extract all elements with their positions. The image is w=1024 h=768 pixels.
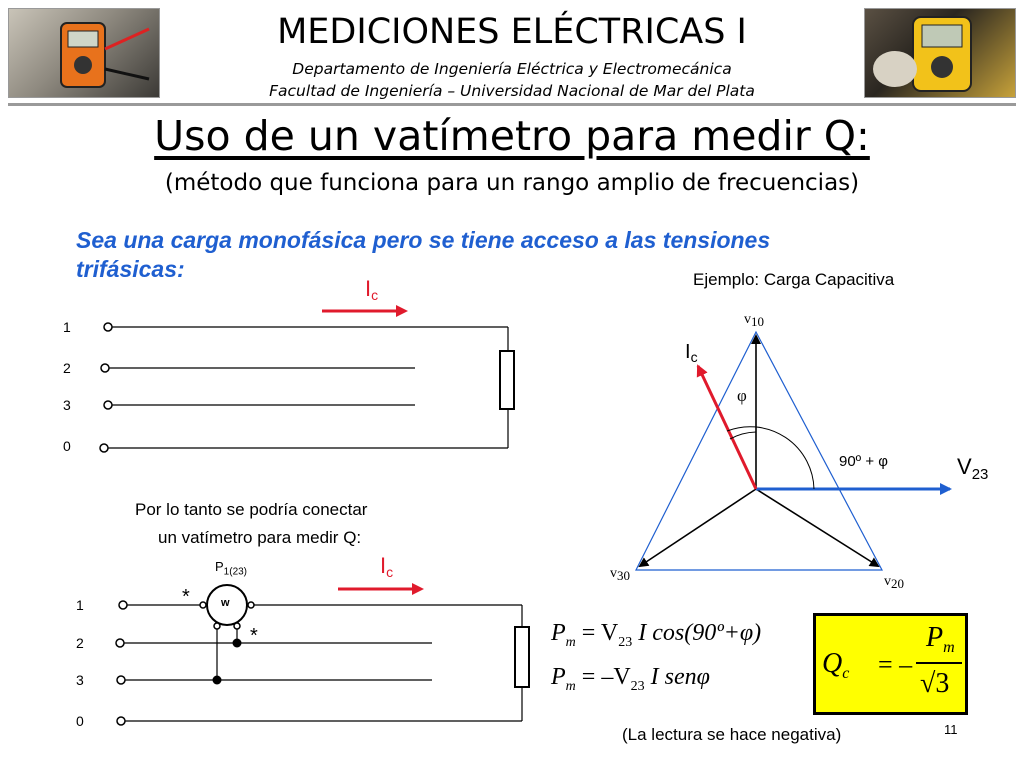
qc-denominator: √3: [920, 668, 950, 699]
top-terminal-0-label: 0: [63, 438, 71, 454]
top-terminal-2-label: 2: [63, 360, 71, 376]
slide-title: Uso de un vatímetro para medir Q:: [154, 112, 870, 160]
current-arrow-head: [412, 583, 424, 595]
phi-label: φ: [737, 386, 747, 405]
v20-label: v20: [884, 574, 904, 591]
qc-lhs: $Q_c$: [822, 648, 850, 682]
terminal-1-node: [119, 601, 127, 609]
voltage-coil-polarity-star: *: [250, 625, 258, 647]
page-number: 11: [944, 722, 958, 737]
department-line: Departamento de Ingeniería Eléctrica y Electromecánica: [292, 60, 732, 78]
current-coil-polarity-star: *: [182, 586, 190, 608]
junction-dot-3: [213, 676, 222, 685]
junction-dot-2: [233, 639, 242, 648]
wattmeter-voltage-terminal-b: [234, 623, 240, 629]
bottom-current-label: $I_c$: [380, 553, 394, 580]
v10-label: v10: [744, 312, 764, 329]
load-resistor: [515, 627, 529, 687]
qc-equals: = –: [878, 650, 913, 679]
wattmeter-current-out: [248, 602, 254, 608]
qc-fraction-bar: [916, 662, 962, 664]
ic-phasor-label: $I_c$: [685, 341, 698, 365]
formula-pm-sen: $P_m = -V_{23}$ I senφ: [551, 664, 710, 694]
intro-line-2: trifásicas:: [76, 256, 185, 282]
phi-arc: [730, 432, 756, 439]
bottom-terminal-1-label: 1: [76, 597, 84, 613]
wattmeter-label: $P_{1(23)}$: [215, 559, 248, 578]
top-terminal-1-label: 1: [63, 319, 71, 335]
note-negative-reading: (La lectura se hace negativa): [622, 725, 842, 744]
bottom-terminal-3-label: 3: [76, 672, 84, 688]
bottom-terminal-0-label: 0: [76, 713, 84, 729]
formula-pm-cos: $P_m = V_{23}$ I cos(90º+φ): [551, 620, 762, 650]
wattmeter-voltage-terminal-a: [214, 623, 220, 629]
line-voltage-triangle: [636, 332, 882, 570]
ic-phasor: [698, 366, 756, 489]
connect-text-line-1: Por lo tanto se podría conectar: [135, 500, 368, 519]
angle-label: 90º + φ: [839, 453, 888, 470]
v30-label: v30: [610, 566, 630, 583]
example-label: Ejemplo: Carga Capacitiva: [693, 270, 895, 289]
intro-line-1: Sea una carga monofásica pero se tiene acceso a las tensiones: [76, 227, 771, 253]
terminal-3-node: [117, 676, 125, 684]
slide-subtitle: (método que funciona para un rango amplio de frecuencias): [164, 170, 860, 196]
phasor-diagram: [600, 300, 1024, 600]
top-terminal-3-label: 3: [63, 397, 71, 413]
connect-text-line-2: un vatímetro para medir Q:: [158, 528, 362, 547]
faculty-line: Facultad de Ingeniería – Universidad Nacional de Mar del Plata: [269, 82, 755, 100]
course-title: MEDICIONES ELÉCTRICAS I: [277, 12, 747, 52]
bottom-terminal-2-label: 2: [76, 635, 84, 651]
wattmeter-letter: w: [221, 597, 230, 609]
terminal-0-node: [117, 717, 125, 725]
qc-formula-box: [813, 613, 968, 715]
qc-numerator: $P_m$: [926, 622, 955, 656]
wattmeter-current-in: [200, 602, 206, 608]
top-current-label: $I_c$: [365, 276, 379, 303]
v23-label: $V_{23}$: [957, 454, 989, 483]
terminal-2-node: [116, 639, 124, 647]
